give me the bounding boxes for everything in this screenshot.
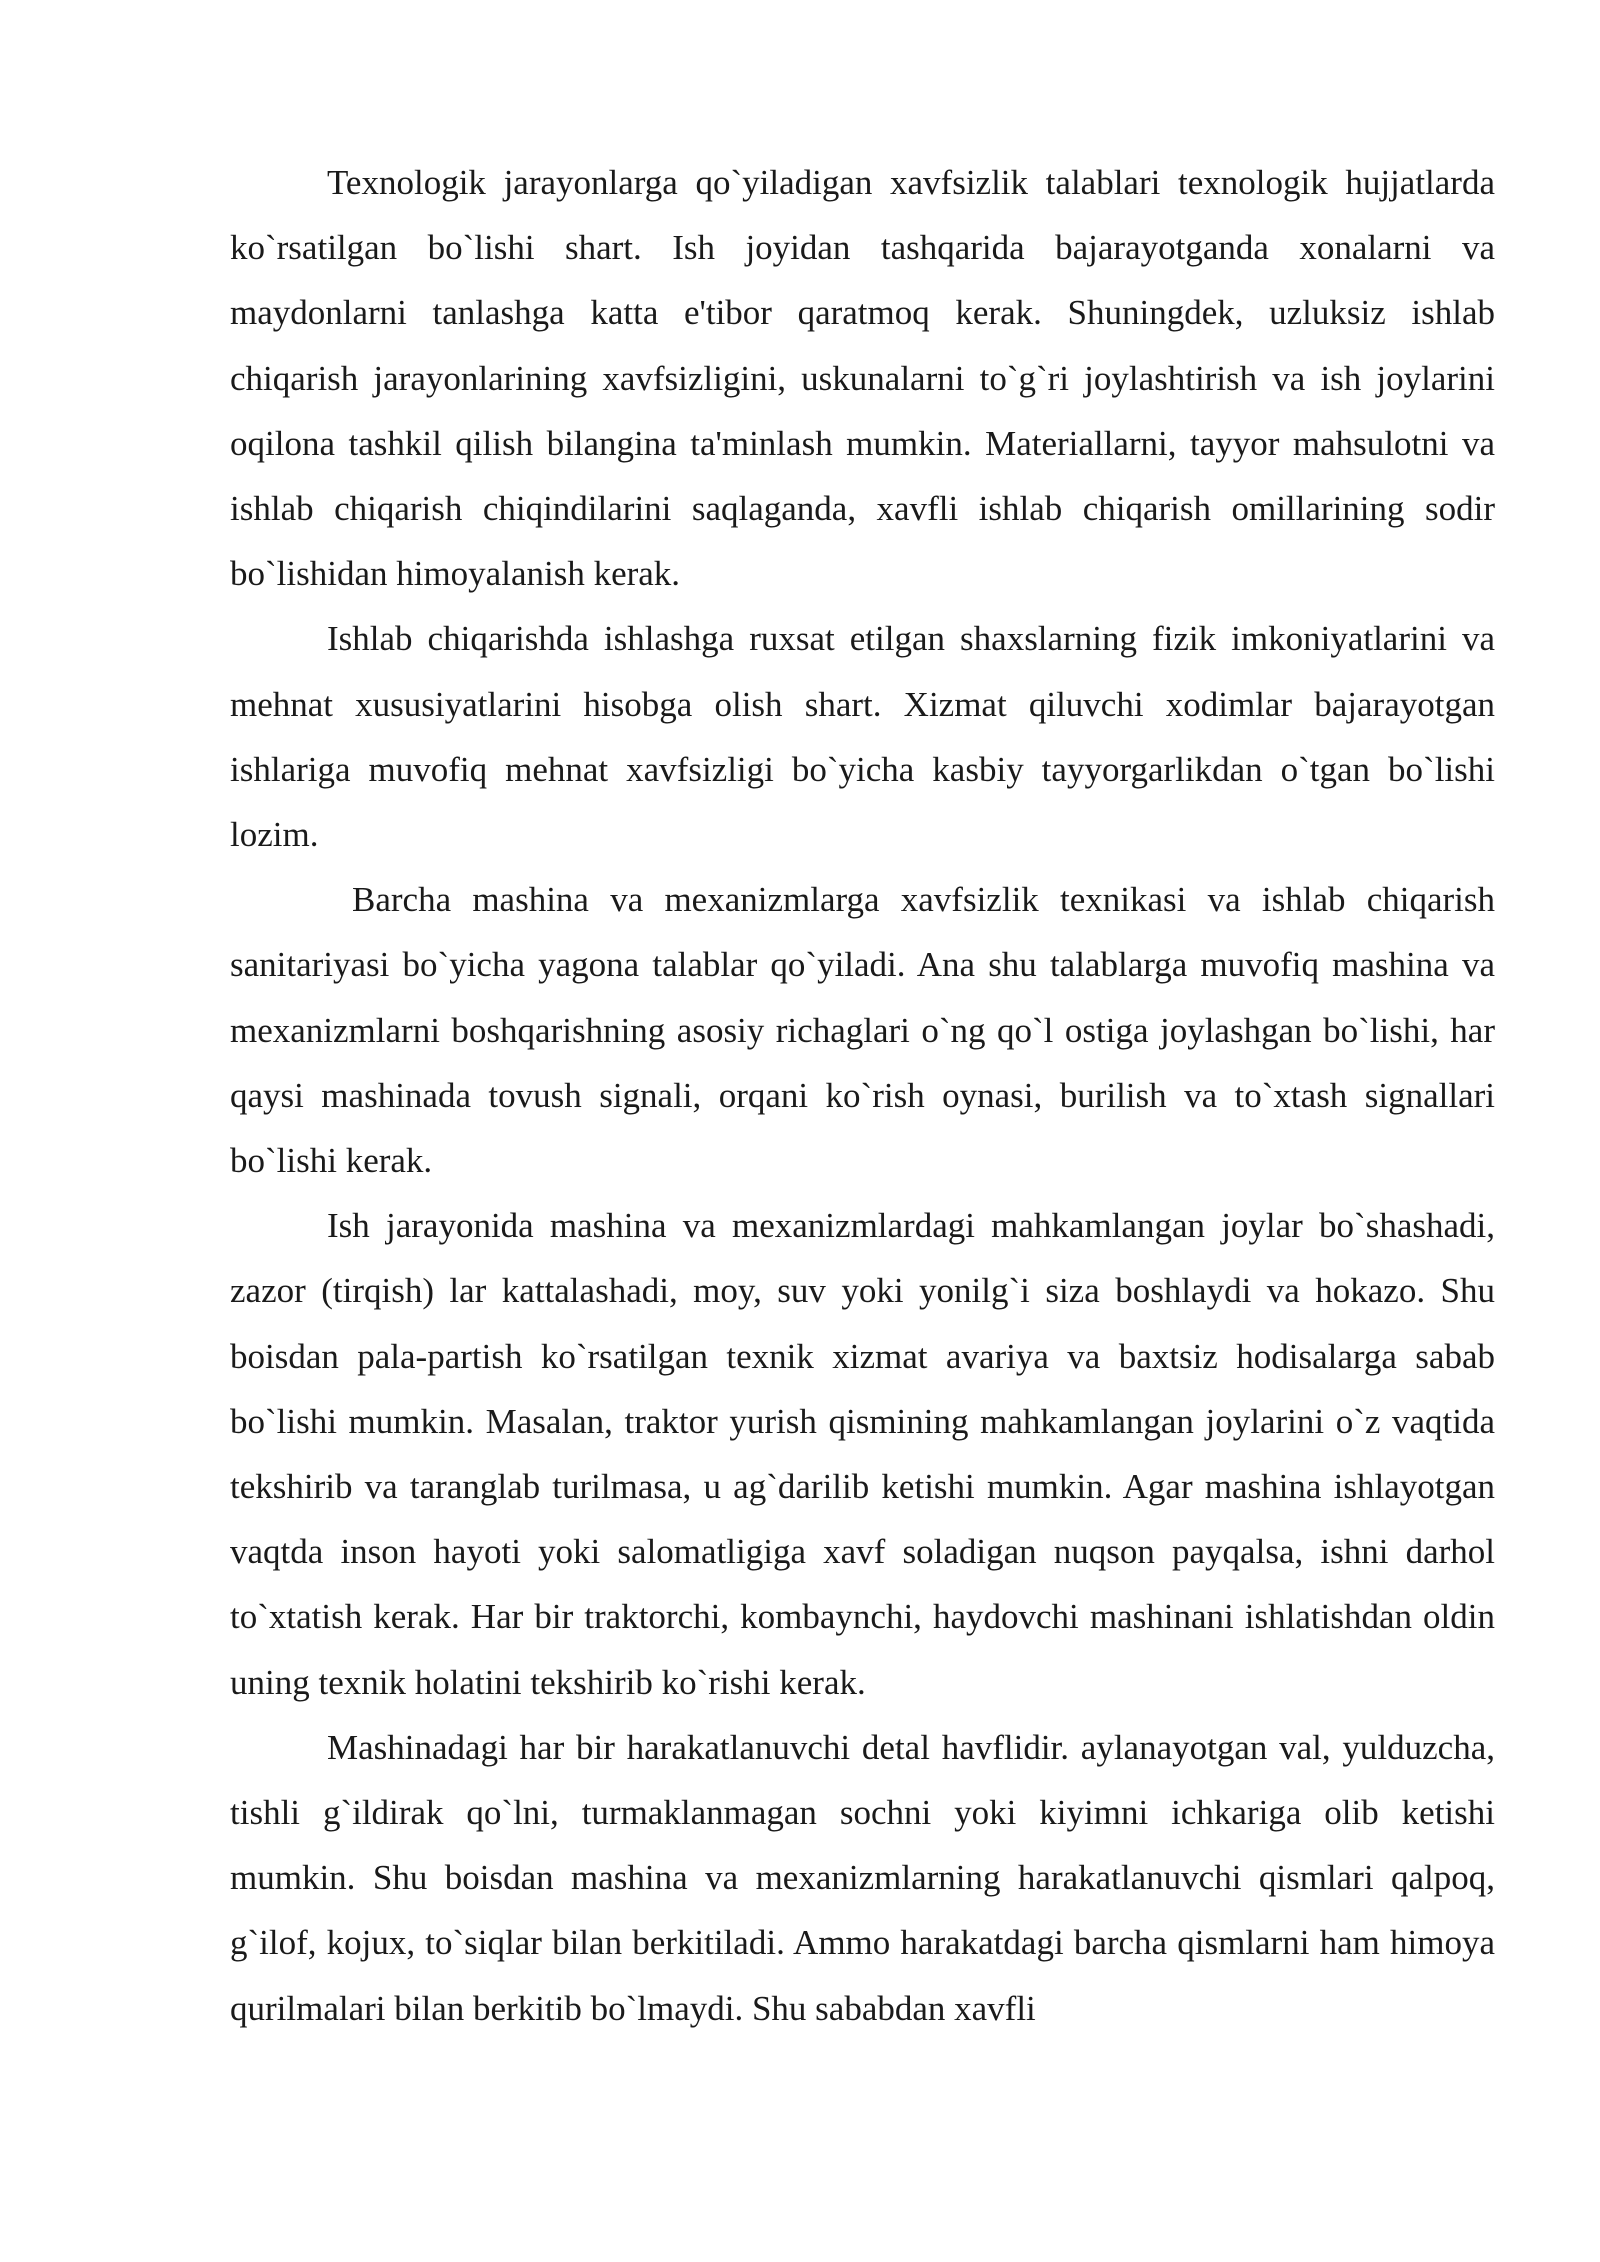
paragraph-1: Texnologik jarayonlarga qo`yiladigan xavfsizlik talablari texnologik hujjatlarda ko`rsatilgan bo`lishi shart. Ish joyidan tashqarida bajarayotganda xonalarni va maydonlarni tanlashga katta e'tibor qaratmoq kerak. Shuningdek, uzluksiz ishlab chiqarish jarayonlarining xavfsizligini, uskunalarni to`g`ri joylashtirish va ish joylarini oqilona tashkil qilish bilangina ta'minlash mumkin. Materiallarni, tayyor mahsulotni va ishlab chiqarish chiqindilarini saqlaganda, xavfli ishlab chiqarish omillarining sodir bo`lishidan himoyalanish kerak. (230, 163, 1495, 594)
paragraph-3: Barcha mashina va mexanizmlarga xavfsizlik texnikasi va ishlab chiqarish sanitariyasi bo`yicha yagona talablar qo`yiladi. Ana shu talablarga muvofiq mashina va mexanizmlarni boshqarishning asosiy richaglari o`ng qo`l ostiga joylashgan bo`lishi, har qaysi mashinada tovush signali, orqani ko`rish oynasi, burilish va to`xtash signallari bo`lishi kerak. (230, 880, 1495, 1181)
document-body (230, 150, 1495, 2041)
paragraph-5: Mashinadagi har bir harakatlanuvchi detal havflidir. aylanayotgan val, yulduzcha, tishli g`ildirak qo`lni, turmaklanmagan sochni yoki kiyimni ichkariga olib ketishi mumkin. Shu boisdan mashina va mexanizmlarning harakatlanuvchi qismlari qalpoq, g`ilof, kojux, to`siqlar bilan berkitiladi. Ammo harakatdagi barcha qismlarni ham himoya qurilmalari bilan berkitib bo`lmaydi. Shu sababdan xavfli (230, 1727, 1495, 2028)
paragraph-4: Ish jarayonida mashina va mexanizmlardagi mahkamlangan joylar bo`shashadi, zazor (tirqish) lar kattalashadi, moy, suv yoki yonilg`i siza boshlaydi va hokazo. Shu boisdan pala-partish ko`rsatilgan texnik xizmat avariya va baxtsiz hodisalarga sabab bo`lishi mumkin. Masalan, traktor yurish qismining mahkamlangan joylarini o`z vaqtida tekshirib va taranglab turilmasa, u ag`darilib ketishi mumkin. Agar mashina ishlayotgan vaqtda inson hayoti yoki salomatligiga xavf soladigan nuqson payqalsa, ishni darhol to`xtatish kerak. Har bir traktorchi, kombaynchi, haydovchi mashinani ishlatishdan oldin uning texnik holatini tekshirib ko`rishi kerak. (230, 1206, 1495, 1702)
paragraph-2: Ishlab chiqarishda ishlashga ruxsat etilgan shaxslarning fizik imkoniyatlarini va mehnat xususiyatlarini hisobga olish shart. Xizmat qiluvchi xodimlar bajarayotgan ishlariga muvofiq mehnat xavfsizligi bo`yicha kasbiy tayyorgarlikdan o`tgan bo`lishi lozim. (230, 619, 1495, 855)
